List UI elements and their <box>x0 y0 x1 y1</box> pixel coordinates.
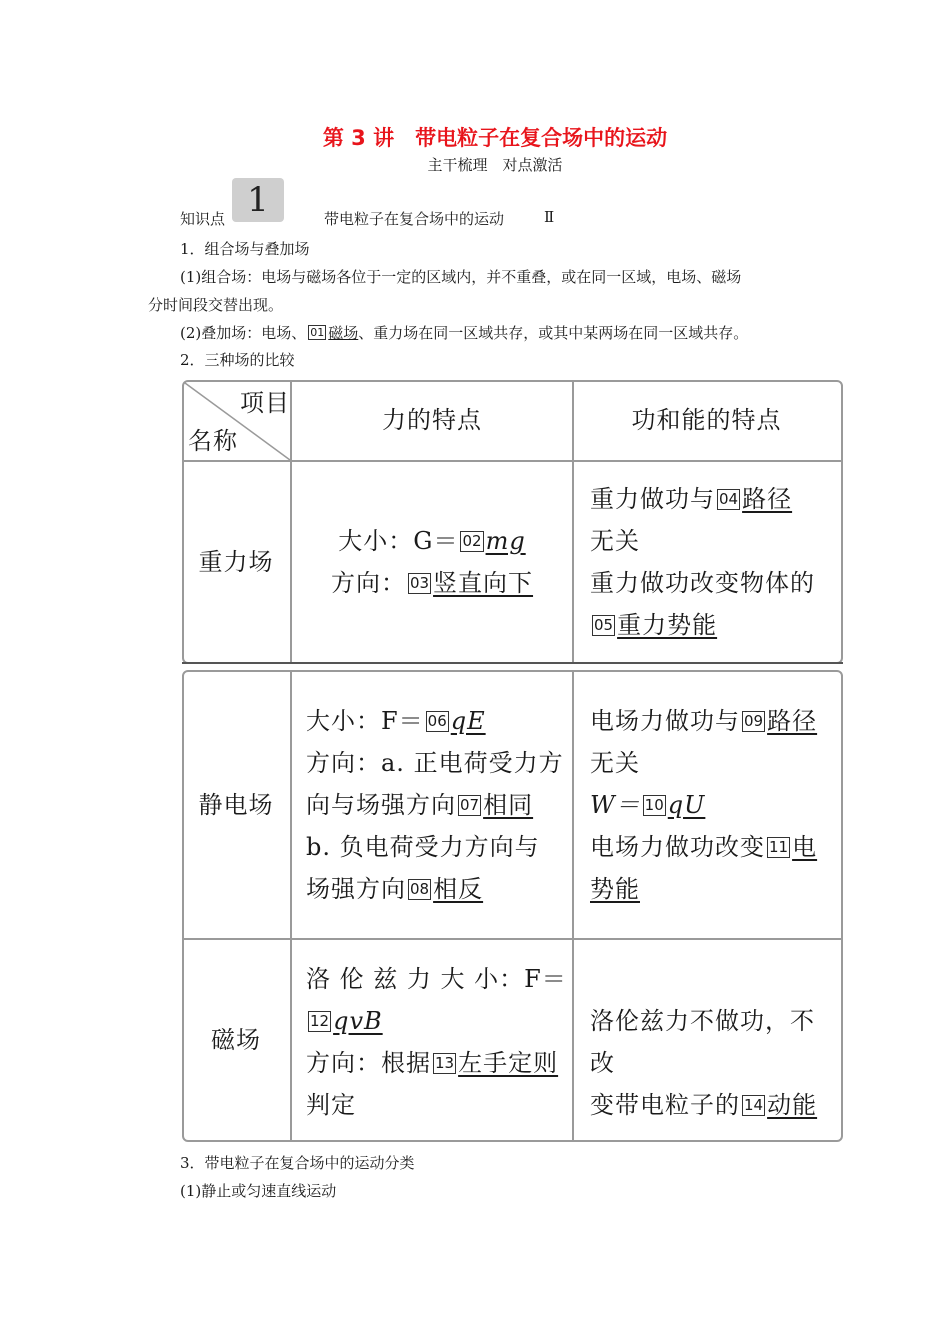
row-magnetic-force <box>306 958 568 1126</box>
blank-answer: qvB <box>333 1007 383 1035</box>
page-title: 第 3 讲 带电粒子在复合场中的运动 <box>322 126 668 150</box>
section1-heading: 1．组合场与叠加场 <box>180 240 310 258</box>
blank-answer: qE <box>450 707 486 735</box>
work-line: 洛伦兹力不做功，不改 <box>590 1007 815 1077</box>
work-line <box>590 784 835 826</box>
blank-answer: 重力势能 <box>617 611 718 639</box>
section1-paragraph1-line2: 分时间段交替出现。 <box>148 296 284 314</box>
row-gravity-force <box>292 520 572 604</box>
row-magnetic-name: 磁场 <box>211 1026 261 1054</box>
force-line: b. 负电荷受力方向与 <box>306 833 540 861</box>
work-line <box>590 1084 835 1126</box>
force-direction <box>292 562 572 604</box>
blank-number: 13 <box>435 1054 455 1072</box>
text: 大小：F＝ <box>306 707 424 735</box>
work-line <box>590 478 835 520</box>
knowledge-point-number-badge: 1 <box>232 178 284 222</box>
header-item: 项目 <box>240 389 290 417</box>
blank-number: 10 <box>644 796 664 814</box>
text: 方向： <box>330 569 406 597</box>
knowledge-point-title: 带电粒子在复合场中的运动 <box>324 210 505 228</box>
row-gravity-work <box>590 478 835 646</box>
blank-answer: 左手定则 <box>458 1049 559 1077</box>
knowledge-point-level: Ⅱ <box>544 208 555 226</box>
force-line <box>306 700 568 742</box>
work-line <box>590 868 835 910</box>
page-subtitle: 主干梳理 对点激活 <box>427 156 563 174</box>
blank-number: 12 <box>310 1012 330 1030</box>
blank-answer: 磁场 <box>328 324 359 342</box>
blank-answer: 路径 <box>742 485 793 513</box>
text: 电场力做功与 <box>590 707 740 735</box>
row-gravity-name: 重力场 <box>198 548 274 576</box>
blank-answer: 竖直向下 <box>433 569 534 597</box>
field-comparison-table <box>182 380 843 1142</box>
blank-answer: 动能 <box>767 1091 818 1119</box>
header-force: 力的特点 <box>382 406 482 434</box>
header-work: 功和能的特点 <box>631 406 782 434</box>
work-line: 无关 <box>590 749 640 777</box>
blank-number: 02 <box>462 532 482 550</box>
force-line <box>306 784 568 826</box>
text: 变带电粒子的 <box>590 1091 740 1119</box>
force-line: 判定 <box>306 1091 356 1119</box>
blank-number: 08 <box>410 880 430 898</box>
blank-answer: qU <box>667 791 706 819</box>
force-line <box>306 1000 568 1042</box>
paragraph2-prefix: (2)叠加场：电场、 <box>180 324 307 342</box>
work-line: 重力做功改变物体的 <box>590 569 815 597</box>
section3-sub1: (1)静止或匀速直线运动 <box>180 1182 337 1200</box>
work-line <box>590 826 835 868</box>
text: 向与场强方向 <box>306 791 456 819</box>
force-line <box>306 868 568 910</box>
work-line <box>590 604 835 646</box>
section3-heading: 3．带电粒子在复合场中的运动分类 <box>180 1154 415 1172</box>
text: 大小：G＝ <box>338 527 459 555</box>
blank-number: 04 <box>719 490 739 508</box>
work-line: 无关 <box>590 527 640 555</box>
blank-answer: 势能 <box>590 875 640 903</box>
text: W＝ <box>590 791 641 819</box>
text: 方向：根据 <box>306 1049 431 1077</box>
force-line: 方向：a. 正电荷受力方 <box>306 749 564 777</box>
text: 电场力做功改变 <box>590 833 765 861</box>
row-electric-force <box>306 700 568 910</box>
blank-answer: 相同 <box>483 791 534 819</box>
row-electric-name: 静电场 <box>198 791 274 819</box>
blank-number: 14 <box>744 1096 764 1114</box>
paragraph2-suffix: 、重力场在同一区域共存，或其中某两场在同一区域共存。 <box>358 324 749 342</box>
force-magnitude <box>292 520 572 562</box>
row-electric-work <box>590 700 835 910</box>
row-magnetic-work <box>590 1000 835 1126</box>
blank-number: 05 <box>594 616 614 634</box>
blank-number: 11 <box>769 838 789 856</box>
row-divider <box>182 662 843 664</box>
text: 场强方向 <box>306 875 406 903</box>
blank-answer: 电 <box>792 833 818 861</box>
blank-number: 03 <box>409 574 430 592</box>
force-line <box>306 1042 568 1084</box>
col-divider <box>290 670 292 1140</box>
text: 重力做功与 <box>590 485 715 513</box>
knowledge-point-label: 知识点 <box>180 210 226 228</box>
blank-number: 07 <box>460 796 480 814</box>
col-divider <box>572 670 574 1140</box>
section2-heading: 2．三种场的比较 <box>180 351 295 369</box>
blank-answer: 路径 <box>767 707 818 735</box>
work-line <box>590 700 835 742</box>
header-name: 名称 <box>188 427 238 455</box>
section1-paragraph1-line1: (1)组合场：电场与磁场各位于一定的区域内，并不重叠，或在同一区域，电场、磁场 <box>180 268 742 286</box>
force-line: 洛 伦 兹 力 大 小：F＝ <box>306 965 567 993</box>
blank-number: 09 <box>744 712 764 730</box>
blank-number: 01 <box>310 326 325 339</box>
fill-blank-01 <box>306 324 358 342</box>
blank-answer: mg <box>485 527 526 555</box>
section1-paragraph2 <box>180 322 748 343</box>
blank-number: 06 <box>427 712 447 730</box>
blank-answer: 相反 <box>433 875 484 903</box>
